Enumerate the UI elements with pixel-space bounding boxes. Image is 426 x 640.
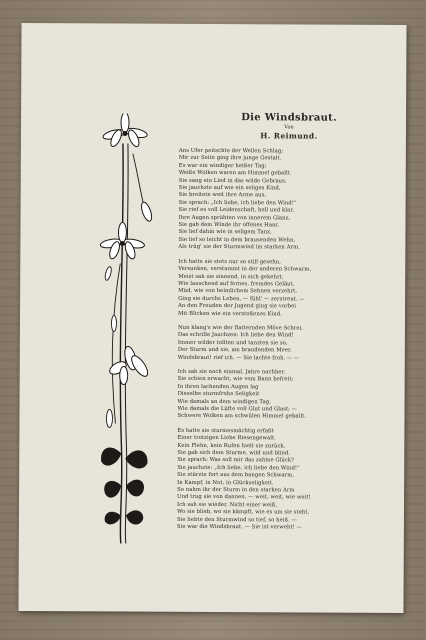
poem-line: Dieselbe sturmfrohe Seligkeit [177, 391, 260, 398]
poem-line: Nun klang's wie der flatternden Möve Schrei, [177, 324, 304, 332]
poem-stanza [178, 259, 388, 319]
poem-line: Sie sprach: „Ich liebe, ich liebe den Wind!“ [178, 199, 297, 207]
poem-line: Versunken, verstummt in der anderen Schwarm, [178, 265, 312, 273]
poem-line: Das schrille Jauchzen: Ich liebe den Wind! [177, 332, 294, 339]
poem-block [177, 112, 389, 540]
poem-line: Als trüg' sie der Sturmwind im starken Arm. [178, 244, 300, 251]
poem-line: Windsbraut! rief ich. — Sie lachte froh. — — [177, 354, 300, 362]
poem-line: Und trug sie von dannen, — weit, weit, wie weit! [177, 494, 311, 501]
poem-author: H. Reimund. [260, 131, 318, 141]
poem-line: Ans Ufer peitschte der Wellen Schlag; [178, 147, 284, 155]
poem-line: Sie gab dem Winde ihr offenes Haar, [178, 221, 280, 229]
poem-line: Immer wilder tollten und tanzten sie so, [177, 339, 288, 347]
poem-line: Es war ein windiger heißer Tag; [178, 162, 267, 170]
poem-line: Sie jauchzte auf wie ein seliges Kind, [178, 184, 281, 192]
poem-stanza [178, 325, 388, 363]
poem-line: Sie breitete weit ihre Arme aus, [178, 192, 267, 199]
poem-line: Weiße Wolken waren am Himmel geballt. [178, 170, 292, 177]
poem-line: Sie lief so leicht in dem brausenden Wehn, [178, 236, 296, 244]
poem-byline: Von [284, 124, 294, 131]
poem-line: Ich sah sie noch einmal, Jahre nachher. [177, 368, 286, 376]
poem-line: Wie damals an dem windigen Tag. [177, 398, 272, 405]
poem-line: Meist sah sie sinnend, in sich gekehrt, [178, 273, 284, 280]
poem-line: So nahm ihr der Sturm in den starken Arm [177, 486, 295, 494]
poem-line: Ich hatte sie stets nur so still gesehn, [178, 258, 281, 266]
poem-line: Kein Flehn, kein Rufen hielt sie zurück. [177, 442, 286, 450]
poem-line: Wie lauschend auf fernes, fremdes Geläut, [178, 280, 295, 288]
poem-stanza [178, 148, 389, 253]
poem-line: Sie jauchzte: „Ich liebe, ich liebe den Wind!“ [177, 464, 300, 472]
poem-line: Schwere Wolken am schwülen Himmel geballt. [177, 413, 307, 420]
poem-title: Die Windsbraut. [241, 112, 337, 124]
poem-line: Mir zur Seite ging ihre junge Gestalt. [178, 155, 282, 162]
poem-line: Einer trotzigen Liebe Riesengewalt. [177, 435, 276, 442]
poem-line: Wo sie blieb, wo sie kämpft, wie es um sie steht. [176, 509, 310, 516]
poem-line: Mit Blicken wie ein verstoßenes Kind. [178, 310, 282, 317]
poem-line: Ihre Augen sprühten von innerem Glanz, [178, 214, 291, 222]
poem-line: Sie sang ein Lied in das wilde Gebraus, [178, 177, 287, 185]
poem-stanza [177, 369, 387, 422]
poem-stanzas [177, 148, 389, 533]
poem-line: Sie schien erwacht, wie vom Bann befreit; [177, 376, 294, 383]
poem-line: Sie gab sich dem Sturme, wild und blind. [177, 449, 291, 457]
poem-line: Wie damals die Lüfte voll Glut und Glast; — [177, 405, 298, 413]
poem-line: Es hatte sie sturmesmächtig erfaßt [177, 427, 274, 435]
poem-line: Der Sturm und sie, am brandenden Meer. [177, 346, 292, 354]
poem-stanza [177, 428, 388, 533]
paper-sheet [18, 23, 406, 613]
flower-illustration [91, 113, 163, 543]
poem-line: Ging sie durchs Leben, — fühl' — zerstreut. — [178, 295, 305, 303]
poem-line: Ich sah sie wieder. Nicht einer weiß, [177, 501, 278, 509]
poem-line: An den Freuden der Jugend ging sie vorbei [178, 302, 297, 310]
poem-line: Sie lief dahin wie in seligem Tanz, [178, 229, 272, 236]
poem-line: Müd, wie von heimlichem Sehnen verzehrt, [178, 288, 298, 295]
poem-line: In ihren lachenden Augen lag [177, 383, 259, 391]
poem-line: Sie liebte den Sturmwind so tief, so heiß. — [176, 516, 297, 524]
poem-line: Sie rief es voll Leidenschaft, hell und klar, [178, 207, 294, 214]
poem-line: In Kampf, in Not, in Glückseligkeit. [177, 479, 274, 486]
poem-line: Sie war die Windsbraut. — Sie ist verweht! — [176, 523, 302, 531]
poem-line: Sie sprach: Was soll mir das zahme Glück? [177, 457, 295, 464]
poem-line: Sie stürzte fort aus dem bangen Schwarm, [177, 472, 295, 479]
